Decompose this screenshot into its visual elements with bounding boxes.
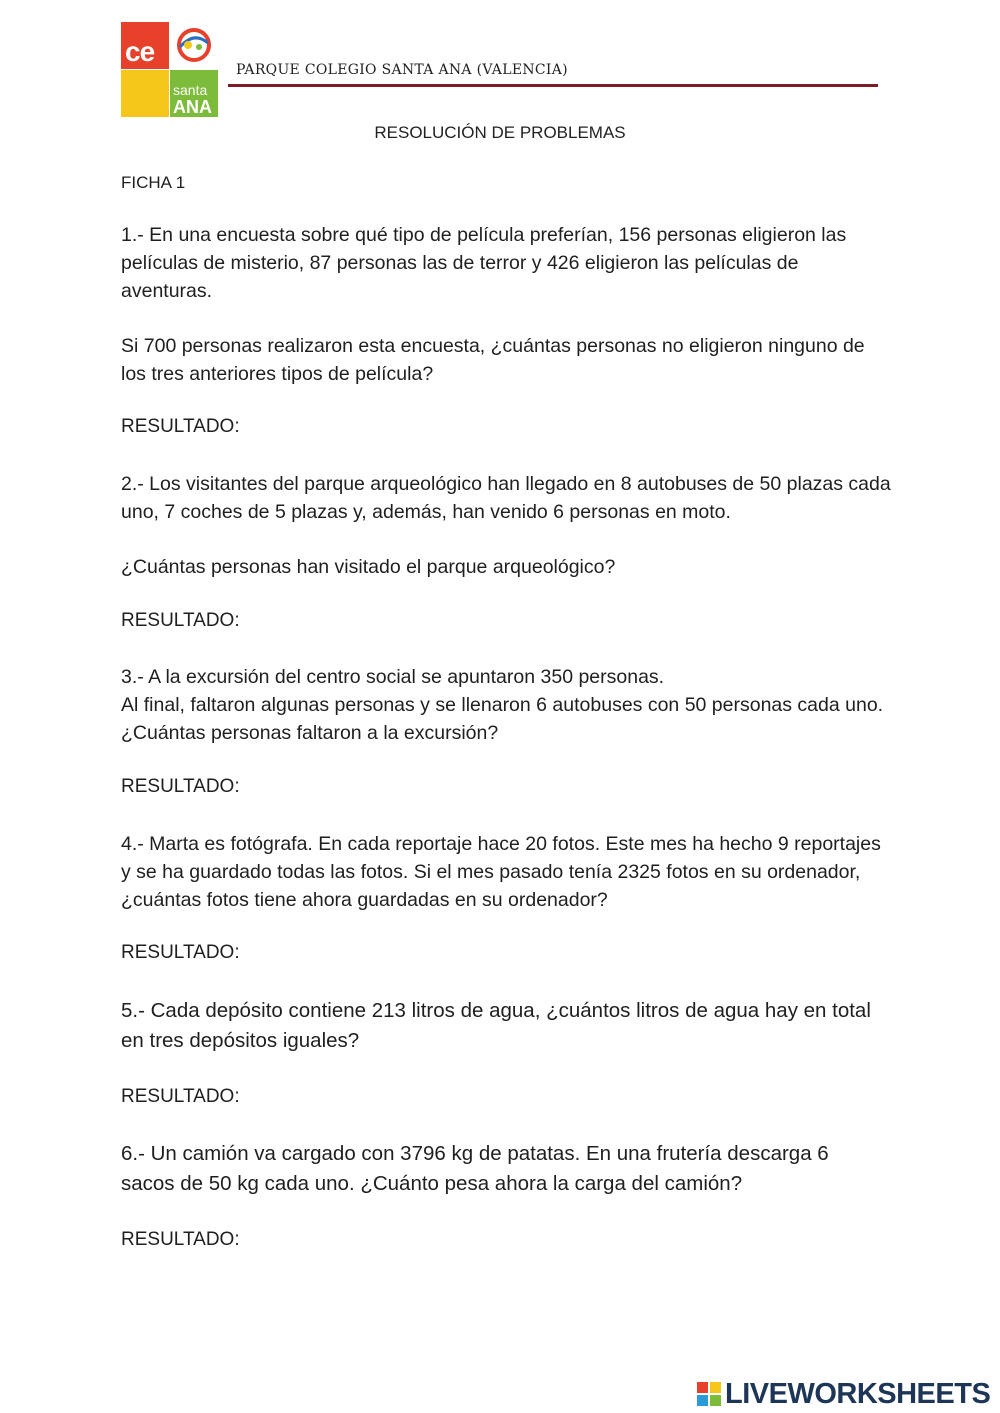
header-divider <box>228 84 878 87</box>
worksheet-number: FICHA 1 <box>121 173 186 192</box>
logo-santa-text: santa <box>173 82 208 98</box>
problem-5-result-label: RESULTADO: <box>121 1086 240 1107</box>
problem-2-statement: 2.- Los visitantes del parque arqueológico han llegado en 8 autobuses de 50 plazas cada uno, 7 coches de 5 plazas y, además, han venido 6 personas en moto. <box>121 473 891 523</box>
problem-2-question: ¿Cuántas personas han visitado el parque arqueológico? <box>121 556 616 578</box>
logo-ana-text: ANA <box>173 97 212 117</box>
problem-1-result-label: RESULTADO: <box>121 416 240 437</box>
problem-1-question: Si 700 personas realizaron esta encuesta, ¿cuántas personas no eligieron ninguno de los tres anteriores tipos de película? <box>121 335 865 385</box>
problem-6-result-label: RESULTADO: <box>121 1229 240 1250</box>
logo-yellow-tile <box>121 70 169 117</box>
school-name: PARQUE COLEGIO SANTA ANA (VALENCIA) <box>236 62 568 78</box>
problem-3-statement-line1: 3.- A la excursión del centro social se apuntaron 350 personas. <box>121 666 665 688</box>
problem-4-result-label: RESULTADO: <box>121 942 240 963</box>
page-title: RESOLUCIÓN DE PROBLEMAS <box>374 123 626 142</box>
problem-6-statement: 6.- Un camión va cargado con 3796 kg de patatas. En una frutería descarga 6 sacos de 50 kg cada uno. ¿Cuánto pesa ahora la carga del camión? <box>121 1142 829 1195</box>
problem-2-result-label: RESULTADO: <box>121 610 240 631</box>
problem-3-statement-line2: Al final, faltaron algunas personas y se llenaron 6 autobuses con 50 personas cada uno. ¿Cuántas personas faltaron a la excursión? <box>121 694 884 744</box>
logo-ce-text: ce <box>125 36 155 67</box>
problem-3-result-label: RESULTADO: <box>121 776 240 797</box>
problem-1-statement: 1.- En una encuesta sobre qué tipo de película preferían, 156 personas eligieron las películas de misterio, 87 personas las de terror y 426 eligieron las películas de aventuras. <box>121 224 847 302</box>
liveworksheets-text: LIVEWORKSHEETS <box>725 1378 991 1410</box>
logo-emblem-icon <box>172 25 216 65</box>
liveworksheets-logo-icon <box>697 1382 721 1406</box>
problem-4-statement: 4.- Marta es fotógrafa. En cada reportaje hace 20 fotos. Este mes ha hecho 9 reportajes y se ha guardado todas las fotos. Si el mes pasado tenía 2325 fotos en su ordenador, ¿cuántas fotos tiene ahora guardadas en su ordenador? <box>121 833 881 911</box>
problem-5-statement: 5.- Cada depósito contiene 213 litros de agua, ¿cuántos litros de agua hay en total en tres depósitos iguales? <box>121 999 871 1052</box>
school-logo <box>121 22 218 116</box>
